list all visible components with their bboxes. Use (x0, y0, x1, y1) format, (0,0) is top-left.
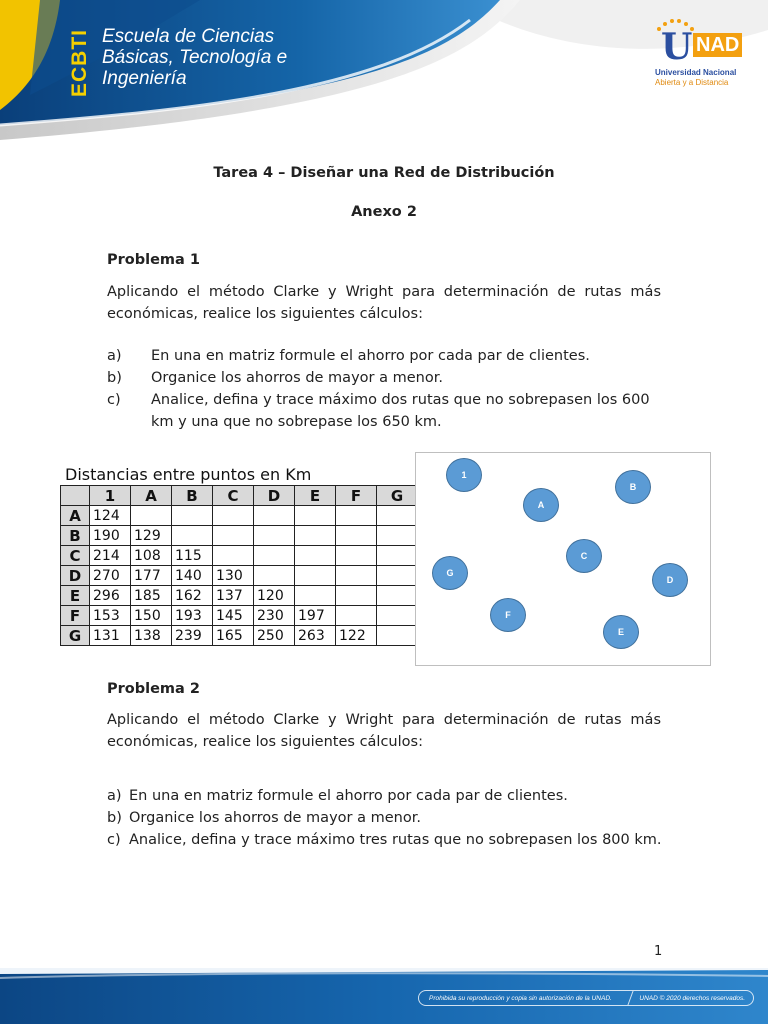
node-f: F (490, 598, 526, 632)
table-cell: 129 (131, 526, 172, 546)
table-cell: 177 (131, 566, 172, 586)
table-cell (254, 566, 295, 586)
table-cell (336, 526, 377, 546)
table-cell: 162 (172, 586, 213, 606)
node-diagram (415, 452, 711, 666)
table-row (61, 626, 418, 646)
table-cell: 131 (90, 626, 131, 646)
list-letter: b) (107, 370, 122, 386)
table-cell: 165 (213, 626, 254, 646)
problem-1-list (107, 345, 663, 433)
table-cell: 120 (254, 586, 295, 606)
table-cell: 108 (131, 546, 172, 566)
footer-notice-box (418, 990, 754, 1006)
table-cell (172, 506, 213, 526)
table-cell (336, 506, 377, 526)
list-letter: a) (107, 348, 122, 364)
logo-mark-nad: NAD (693, 33, 742, 57)
logo-mark-u: U (661, 26, 693, 68)
table-cell: 124 (90, 506, 131, 526)
column-header: C (213, 486, 254, 506)
list-letter: c) (107, 832, 121, 848)
table-cell (254, 546, 295, 566)
list-letter: b) (107, 810, 122, 826)
table-cell: 197 (295, 606, 336, 626)
school-name-line: Escuela de Ciencias (102, 26, 275, 47)
table-cell: 140 (172, 566, 213, 586)
unad-logo (655, 18, 747, 96)
table-cell: 214 (90, 546, 131, 566)
table-cell (377, 566, 418, 586)
problem-1-heading: Problema 1 (107, 252, 200, 268)
table-row (61, 506, 418, 526)
list-item (107, 345, 663, 367)
table-cell (172, 526, 213, 546)
node-d: D (652, 563, 688, 597)
table-header-row (61, 486, 418, 506)
logo-university-subtitle: Abierta y a Distancia (655, 78, 729, 87)
school-name (102, 26, 287, 89)
table-cell (336, 606, 377, 626)
footer-notice: Prohibida su reproducción y copia sin autorización de la UNAD. (429, 994, 612, 1002)
table-cell (336, 546, 377, 566)
table-cell: 185 (131, 586, 172, 606)
column-header: D (254, 486, 295, 506)
table-cell (377, 506, 418, 526)
list-text: Analice, defina y trace máximo tres rutas que no sobrepasen los 800 km. (129, 832, 662, 848)
problem-2-heading: Problema 2 (107, 681, 200, 697)
table-cell (377, 626, 418, 646)
table-cell (254, 526, 295, 546)
list-text: En una en matriz formule el ahorro por cada par de clientes. (129, 788, 568, 804)
table-cell (295, 566, 336, 586)
row-header: F (61, 606, 90, 626)
table-cell (295, 546, 336, 566)
row-header: E (61, 586, 90, 606)
table-cell: 115 (172, 546, 213, 566)
table-row (61, 586, 418, 606)
column-header: B (172, 486, 213, 506)
table-cell: 193 (172, 606, 213, 626)
row-header: B (61, 526, 90, 546)
row-header: G (61, 626, 90, 646)
table-cell: 270 (90, 566, 131, 586)
row-header: A (61, 506, 90, 526)
annex-label: Anexo 2 (351, 204, 417, 220)
table-cell: 137 (213, 586, 254, 606)
table-cell: 250 (254, 626, 295, 646)
table-cell (336, 586, 377, 606)
list-text: En una en matriz formule el ahorro por cada par de clientes. (151, 348, 590, 364)
table-cell (377, 606, 418, 626)
table-row (61, 566, 418, 586)
column-header: F (336, 486, 377, 506)
distance-table-caption: Distancias entre puntos en Km (65, 465, 312, 484)
table-cell (377, 546, 418, 566)
table-cell (213, 546, 254, 566)
table-cell: 153 (90, 606, 131, 626)
node-1: 1 (446, 458, 482, 492)
table-cell: 230 (254, 606, 295, 626)
table-cell (213, 506, 254, 526)
table-cell (213, 526, 254, 546)
list-letter: c) (107, 392, 121, 408)
problem-2-list (107, 785, 663, 851)
table-cell: 150 (131, 606, 172, 626)
school-name-line: Ingeniería (102, 68, 187, 89)
node-g: G (432, 556, 468, 590)
table-cell (295, 526, 336, 546)
list-item (107, 367, 663, 389)
list-item (107, 389, 663, 433)
node-c: C (566, 539, 602, 573)
table-cell: 138 (131, 626, 172, 646)
table-cell: 122 (336, 626, 377, 646)
column-header: E (295, 486, 336, 506)
node-b: B (615, 470, 651, 504)
table-cell (295, 586, 336, 606)
distance-table (60, 485, 418, 646)
table-cell: 263 (295, 626, 336, 646)
table-cell (377, 526, 418, 546)
list-item (107, 829, 663, 851)
table-cell: 296 (90, 586, 131, 606)
row-header: C (61, 546, 90, 566)
node-e: E (603, 615, 639, 649)
list-text: Organice los ahorros de mayor a menor. (129, 810, 421, 826)
logo-university-name: Universidad Nacional (655, 68, 737, 77)
table-cell (295, 506, 336, 526)
table-row (61, 526, 418, 546)
table-cell (131, 506, 172, 526)
list-item (107, 785, 663, 807)
column-header: A (131, 486, 172, 506)
column-header: 1 (90, 486, 131, 506)
table-cell: 145 (213, 606, 254, 626)
node-a: A (523, 488, 559, 522)
list-text: Organice los ahorros de mayor a menor. (151, 370, 443, 386)
table-cell (377, 586, 418, 606)
problem-1-intro: Aplicando el método Clarke y Wright para determinación de rutas más económicas, realice los siguientes cálculos: (107, 284, 661, 322)
table-cell (254, 506, 295, 526)
table-row (61, 546, 418, 566)
page-number: 1 (654, 944, 663, 959)
ecbti-label: ECBTI (68, 29, 91, 97)
list-item (107, 807, 663, 829)
school-name-line: Básicas, Tecnología e (102, 47, 288, 68)
table-cell: 190 (90, 526, 131, 546)
table-cell: 130 (213, 566, 254, 586)
row-header: D (61, 566, 90, 586)
page-header (0, 0, 768, 150)
table-row (61, 606, 418, 626)
list-text: Analice, defina y trace máximo dos rutas que no sobrepasen los 600 km y una que no sobrepase los 650 km. (151, 392, 650, 430)
table-cell (336, 566, 377, 586)
footer-copyright: UNAD © 2020 derechos reservados. (639, 994, 745, 1002)
problem-2-intro: Aplicando el método Clarke y Wright para determinación de rutas más económicas, realice los siguientes cálculos: (107, 712, 661, 750)
document-title: Tarea 4 – Diseñar una Red de Distribución (213, 165, 555, 181)
table-cell: 239 (172, 626, 213, 646)
column-header (61, 486, 90, 506)
column-header: G (377, 486, 418, 506)
list-letter: a) (107, 788, 122, 804)
